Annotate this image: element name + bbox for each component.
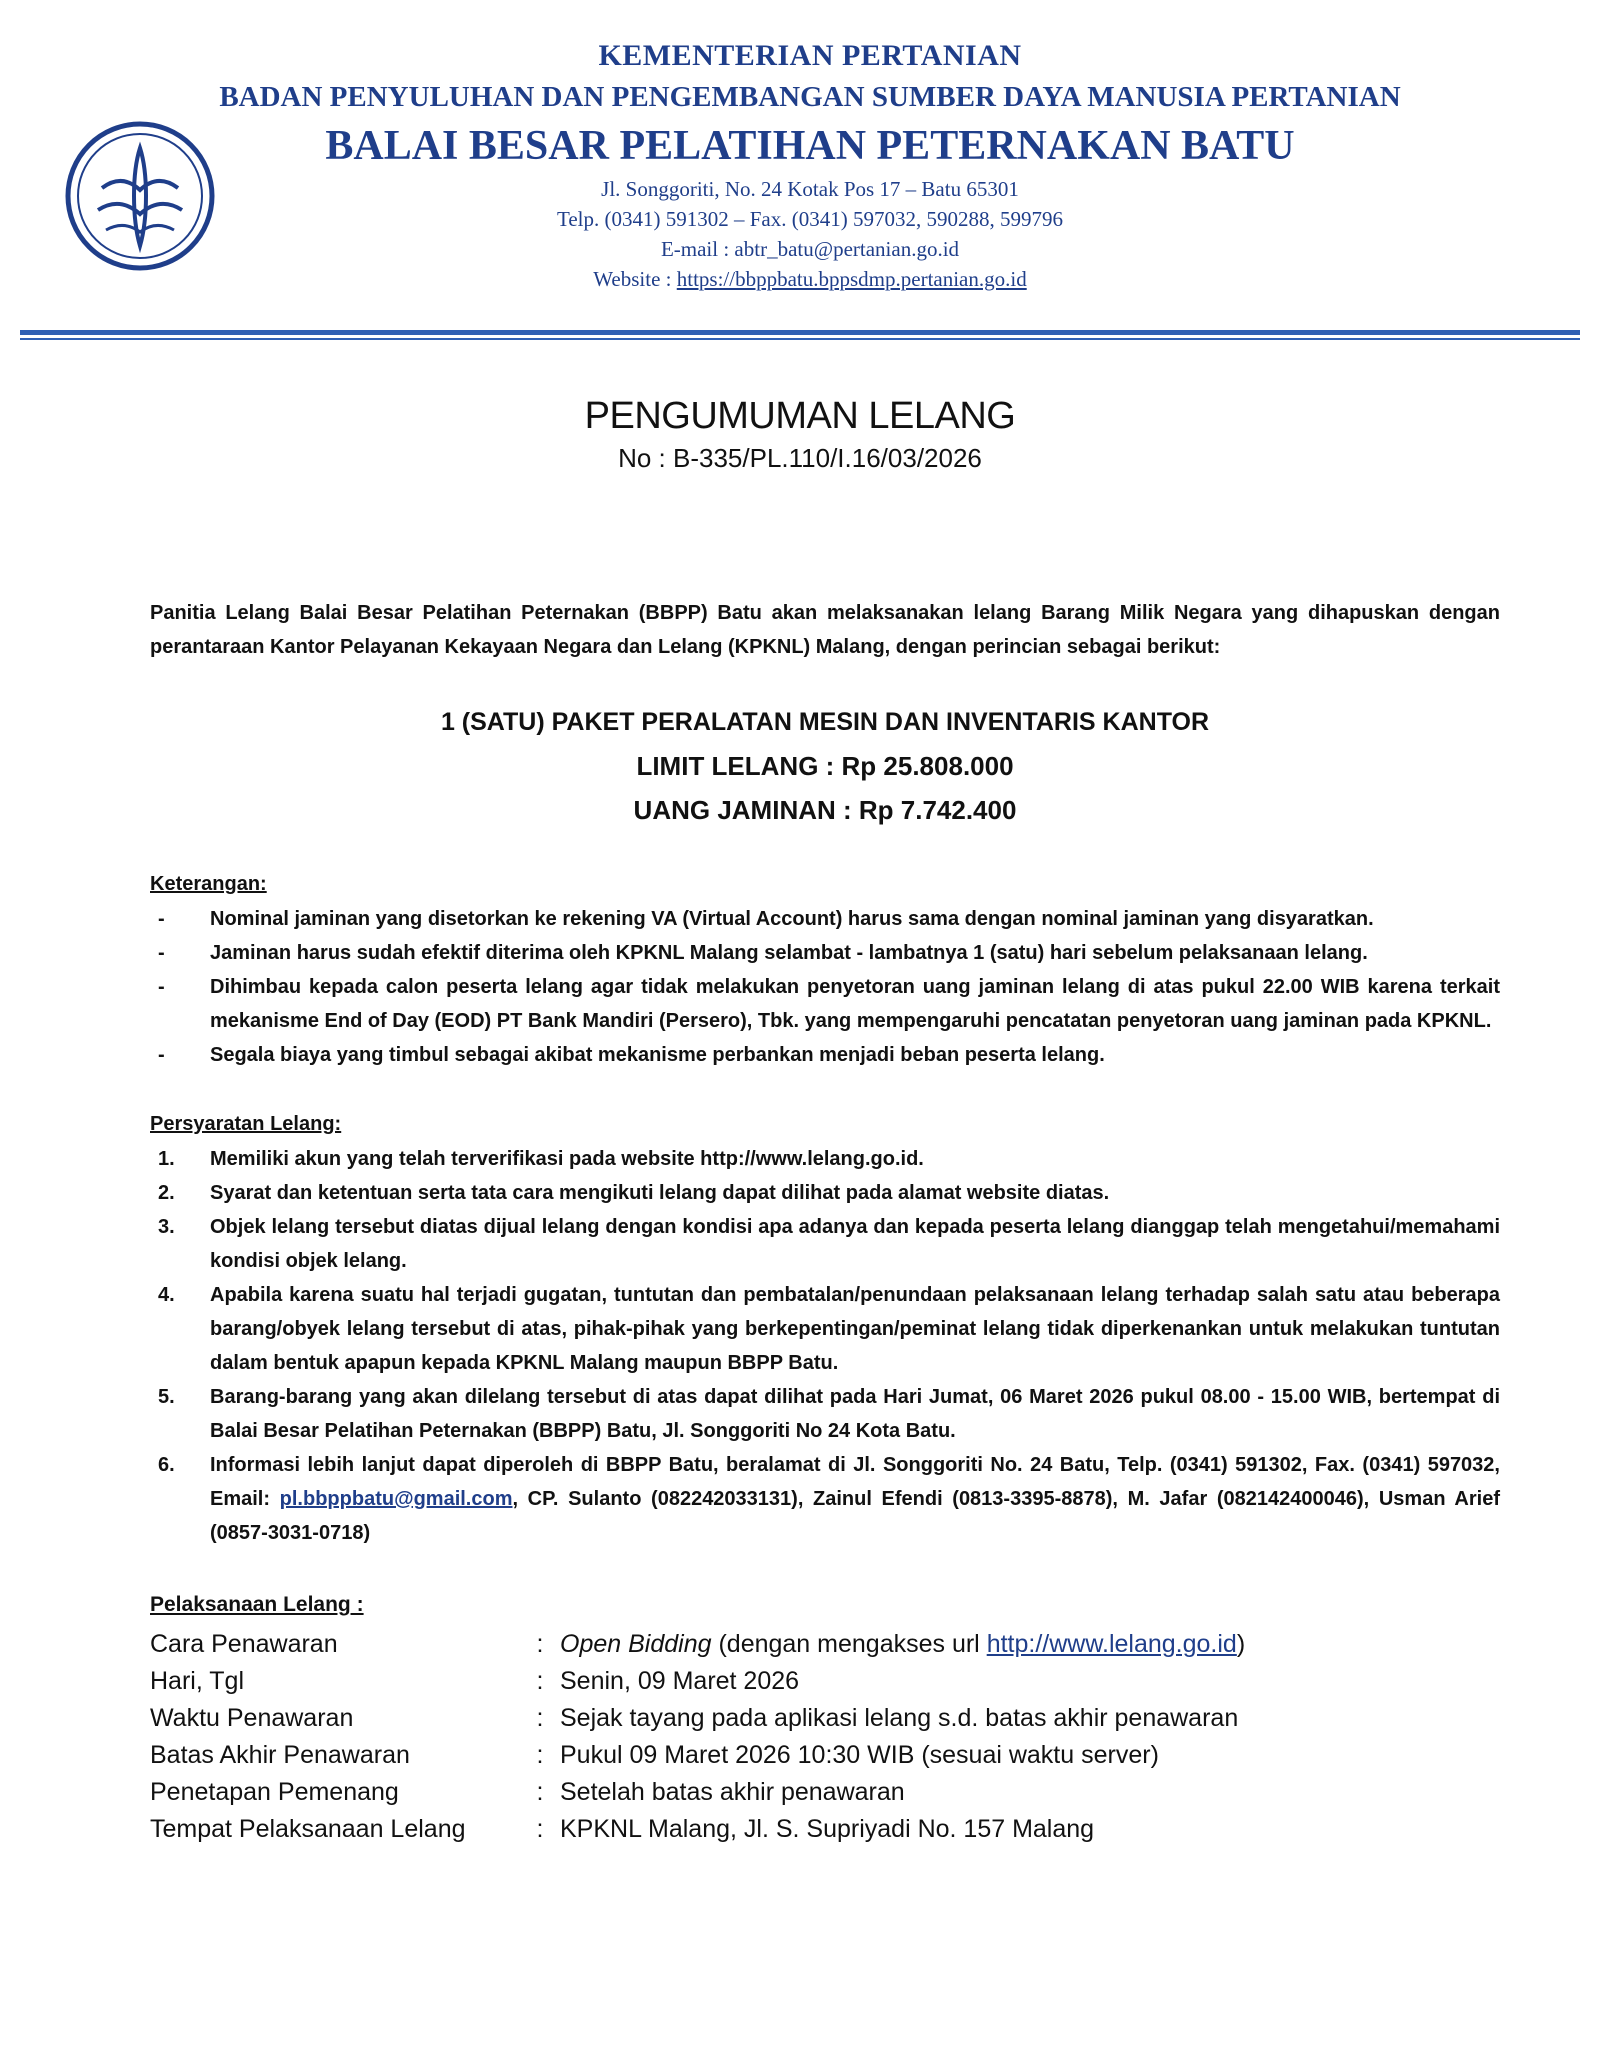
row-separator: : xyxy=(536,1630,544,1658)
bidding-method: Open Bidding xyxy=(560,1630,712,1658)
row-label: Tempat Pelaksanaan Lelang xyxy=(150,1815,466,1843)
list-item xyxy=(150,1176,1500,1210)
row-value: Sejak tayang pada aplikasi lelang s.d. batas akhir penawaran xyxy=(560,1704,1239,1732)
table-row xyxy=(150,1811,1460,1848)
number-marker: 3. xyxy=(158,1216,175,1238)
document-number: No : B-335/PL.110/I.16/03/2026 xyxy=(618,443,982,473)
row-separator: : xyxy=(536,1704,544,1732)
row-label: Hari, Tgl xyxy=(150,1667,245,1695)
requirement-text: Memiliki akun yang telah terverifikasi pada website http://www.lelang.go.id. xyxy=(210,1148,924,1170)
table-row xyxy=(150,1663,1460,1700)
requirement-text: Objek lelang tersebut diatas dijual lelang dengan kondisi apa adanya dan kepada peserta lelang dianggap telah mengetahui/memahami kondisi objek lelang. xyxy=(210,1216,1500,1272)
number-marker: 4. xyxy=(158,1284,175,1306)
number-marker: 5. xyxy=(158,1386,175,1408)
row-separator: : xyxy=(536,1778,544,1806)
execution-heading: Pelaksanaan Lelang : xyxy=(150,1593,364,1616)
package-name: 1 (SATU) PAKET PERALATAN MESIN DAN INVENTARIS KANTOR xyxy=(440,708,1210,736)
contact-persons: , CP. Sulanto (082242033131), Zainul Efendi (0813-3395-8878), M. Jafar (082142400046), Usman Arief (0857-3031-0718) xyxy=(210,1488,1500,1544)
value-text-end: ) xyxy=(1236,1630,1246,1658)
address: Jl. Songgoriti, No. 24 Kotak Pos 17 – Batu 65301 xyxy=(601,177,1019,201)
bullet-marker: - xyxy=(158,908,165,930)
contact-email-link[interactable]: pl.bbppbatu@gmail.com xyxy=(279,1488,513,1510)
requirement-text: Informasi lebih lanjut dapat diperoleh di BBPP Batu, beralamat di Jl. Songgoriti No. 24 Batu, Telp. (0341) 591302, Fax. (0341) 597032, Email: xyxy=(210,1454,1500,1510)
title-heading: PENGUMUMAN LELANG xyxy=(584,395,1016,437)
list-item xyxy=(150,1278,1500,1380)
list-item xyxy=(150,1038,1500,1072)
intro-paragraph: Panitia Lelang Balai Besar Pelatihan Peternakan (BBPP) Batu akan melaksanakan lelang Barang Milik Negara yang dihapuskan dengan perantaraan Kantor Pelayanan Kekayaan Negara dan Lelang (KPKNL) Malang, dengan perincian sebagai berikut: xyxy=(150,602,1500,658)
list-item xyxy=(150,1448,1500,1550)
row-value: Setelah batas akhir penawaran xyxy=(560,1778,905,1806)
letterhead-text xyxy=(140,36,1480,294)
limit-price: LIMIT LELANG : Rp 25.808.000 xyxy=(636,751,1014,781)
requirements-heading: Persyaratan Lelang: xyxy=(150,1113,342,1135)
note-text: Jaminan harus sudah efektif diterima oleh KPKNL Malang selambat - lambatnya 1 (satu) hari sebelum pelaksanaan lelang. xyxy=(210,942,1368,964)
header-divider-thin xyxy=(20,338,1580,340)
table-row xyxy=(150,1774,1460,1811)
note-text: Nominal jaminan yang disetorkan ke rekening VA (Virtual Account) harus sama dengan nominal jaminan yang disyaratkan. xyxy=(210,908,1374,930)
requirement-text: Apabila karena suatu hal terjadi gugatan, tuntutan dan pembatalan/penundaan pelaksanaan lelang terhadap salah satu atau beberapa barang/obyek lelang tersebut di atas, pihak-pihak yang berkepentingan/peminat lelang tidak diperkenankan untuk melakukan tuntutan dalam bentuk apapun kepada KPKNL Malang maupun BBPP Batu. xyxy=(210,1284,1500,1374)
row-label: Cara Penawaran xyxy=(150,1630,338,1658)
notes-heading: Keterangan: xyxy=(150,873,267,895)
institution-name: BALAI BESAR PELATIHAN PETERNAKAN BATU xyxy=(325,123,1295,169)
table-row xyxy=(150,1737,1460,1774)
auction-package xyxy=(150,700,1500,832)
list-item xyxy=(150,902,1500,936)
number-marker: 1. xyxy=(158,1148,175,1170)
bullet-marker: - xyxy=(158,942,165,964)
list-item xyxy=(150,970,1500,1038)
letterhead xyxy=(0,0,1600,345)
note-text: Segala biaya yang timbul sebagai akibat mekanisme perbankan menjadi beban peserta lelang. xyxy=(210,1044,1105,1066)
announcement-title xyxy=(0,392,1600,476)
number-marker: 2. xyxy=(158,1182,175,1204)
row-separator: : xyxy=(536,1815,544,1843)
announcement-body xyxy=(150,596,1500,1848)
requirement-text: Syarat dan ketentuan serta tata cara mengikuti lelang dapat dilihat pada alamat website diatas. xyxy=(210,1182,1110,1204)
bullet-marker: - xyxy=(158,1044,165,1066)
row-separator: : xyxy=(536,1741,544,1769)
row-label: Waktu Penawaran xyxy=(150,1704,354,1732)
deposit-amount: UANG JAMINAN : Rp 7.742.400 xyxy=(633,795,1017,825)
row-value xyxy=(560,1626,1460,1663)
requirement-text: Barang-barang yang akan dilelang tersebut di atas dapat dilihat pada Hari Jumat, 06 Maret 2026 pukul 08.00 - 15.00 WIB, bertempat di Balai Besar Pelatihan Peternakan (BBPP) Batu, Jl. Songgoriti No 24 Kota Batu. xyxy=(210,1386,1500,1442)
number-marker: 6. xyxy=(158,1454,175,1476)
table-row xyxy=(150,1626,1460,1663)
note-text: Dihimbau kepada calon peserta lelang agar tidak melakukan penyetoran uang jaminan lelang di atas pukul 22.00 WIB karena terkait mekanisme End of Day (EOD) PT Bank Mandiri (Persero), Tbk. yang mempengaruhi pencatatan penyetoran uang jaminan pada KPKNL. xyxy=(210,976,1500,1032)
phone: Telp. (0341) 591302 – Fax. (0341) 597032, 590288, 599796 xyxy=(557,207,1063,231)
agency-name: BADAN PENYULUHAN DAN PENGEMBANGAN SUMBER DAYA MANUSIA PERTANIAN xyxy=(219,81,1401,113)
row-label: Penetapan Pemenang xyxy=(150,1778,399,1806)
website-label: Website : xyxy=(593,267,672,291)
list-item xyxy=(150,936,1500,970)
row-value: KPKNL Malang, Jl. S. Supriyadi No. 157 Malang xyxy=(560,1815,1095,1843)
email: E-mail : abtr_batu@pertanian.go.id xyxy=(660,237,960,261)
bullet-marker: - xyxy=(158,976,165,998)
list-item xyxy=(150,1210,1500,1278)
list-item xyxy=(150,1380,1500,1448)
table-row xyxy=(150,1700,1460,1737)
notes-list xyxy=(150,902,1500,1072)
row-label: Batas Akhir Penawaran xyxy=(150,1741,410,1769)
auction-url-link[interactable]: http://www.lelang.go.id xyxy=(986,1630,1237,1658)
row-value: Pukul 09 Maret 2026 10:30 WIB (sesuai waktu server) xyxy=(560,1741,1159,1769)
row-separator: : xyxy=(536,1667,544,1695)
website-link[interactable]: https://bbppbatu.bppsdmp.pertanian.go.id xyxy=(676,267,1027,291)
execution-table xyxy=(150,1626,1460,1848)
list-item xyxy=(150,1142,1500,1176)
header-divider xyxy=(20,330,1580,335)
value-text: (dengan mengakses url xyxy=(711,1630,987,1658)
requirements-list xyxy=(150,1142,1500,1550)
row-value: Senin, 09 Maret 2026 xyxy=(560,1667,800,1695)
ministry-name: KEMENTERIAN PERTANIAN xyxy=(598,39,1022,72)
website-line xyxy=(140,264,1480,294)
